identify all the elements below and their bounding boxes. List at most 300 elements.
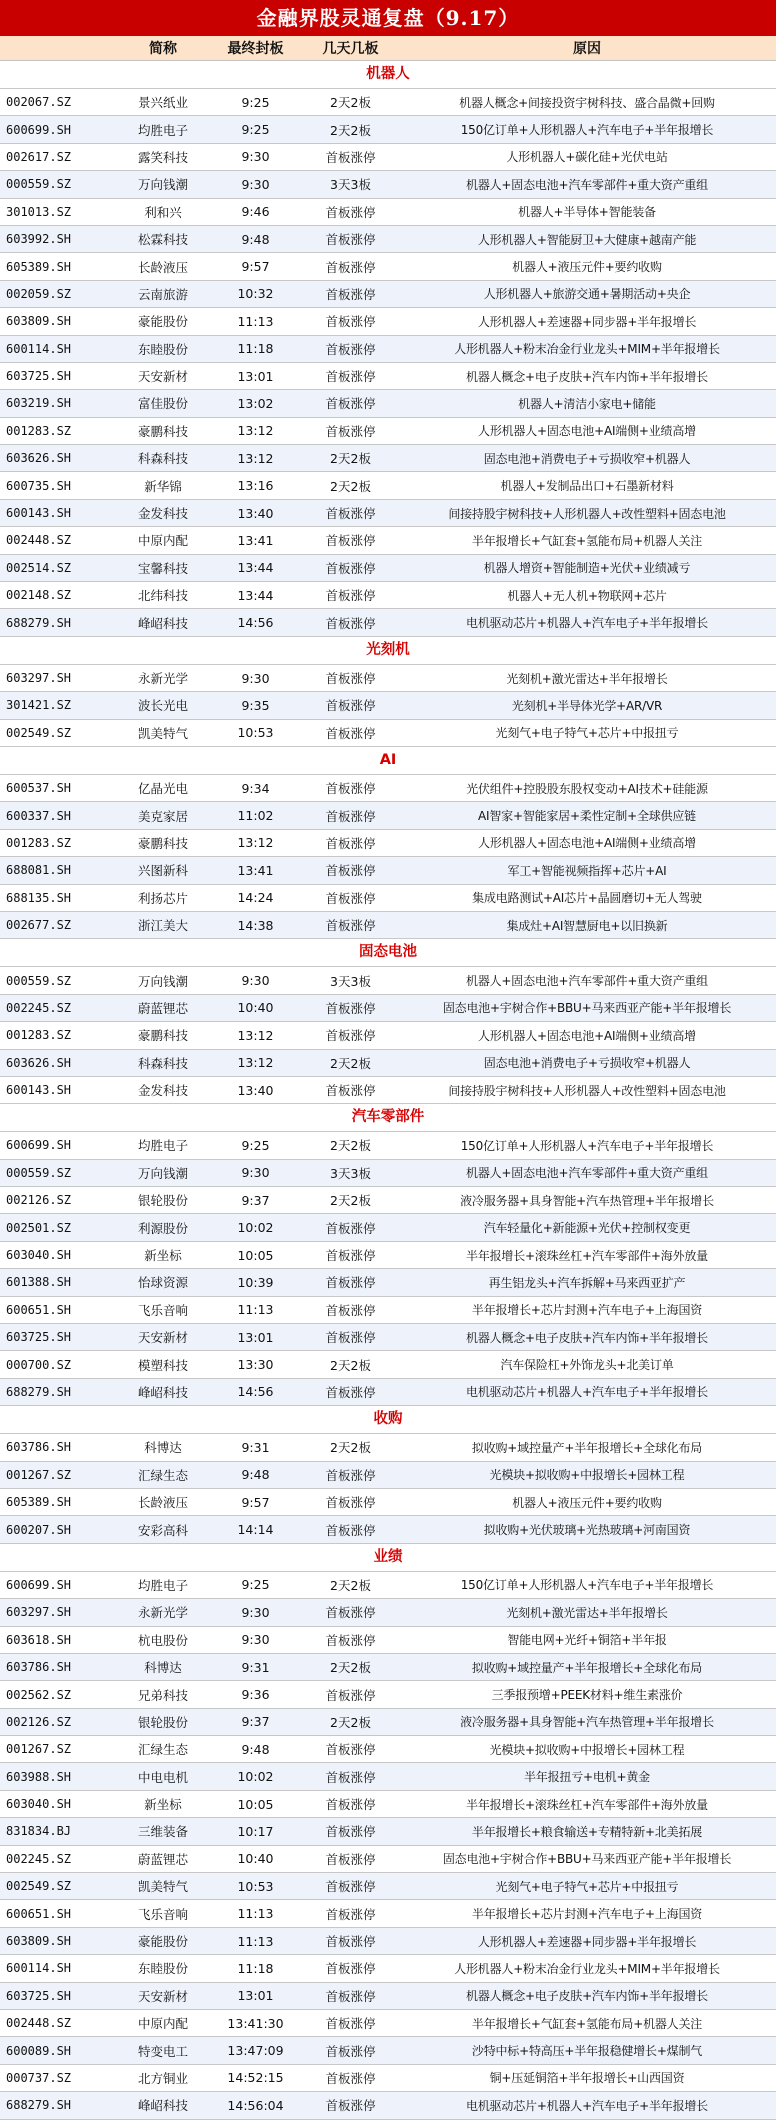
final-limit-time: 11:02 xyxy=(237,808,274,824)
stock-code: 603618.SH xyxy=(6,1632,72,1647)
reason: 机器人增资+智能制造+光伏+业绩减亏 xyxy=(483,561,691,576)
reason: 液冷服务器+具身智能+汽车热管理+半年报增长 xyxy=(460,1715,714,1730)
days-boards: 首板涨停 xyxy=(325,725,376,741)
final-limit-time: 9:30 xyxy=(241,1632,270,1648)
table-row xyxy=(0,1627,776,1654)
section-header: 汽车零部件 xyxy=(0,1104,776,1132)
stock-name: 利和兴 xyxy=(144,204,182,220)
final-limit-time: 9:25 xyxy=(241,94,270,110)
stock-code: 603040.SH xyxy=(6,1248,72,1263)
table-row xyxy=(0,336,776,363)
days-boards: 首板涨停 xyxy=(325,2070,376,2086)
stock-name: 汇绿生态 xyxy=(137,1742,188,1758)
reason: 光刻机+激光雷达+半年报增长 xyxy=(506,1605,668,1620)
table-row xyxy=(0,2092,776,2119)
stock-name: 模塑科技 xyxy=(137,1357,188,1373)
stock-name: 金发科技 xyxy=(137,1083,188,1099)
stock-code: 002059.SZ xyxy=(6,286,72,301)
reason: 人形机器人+粉末冶金行业龙头+MIM+半年报增长 xyxy=(454,342,720,357)
reason: 150亿订单+人形机器人+汽车电子+半年报增长 xyxy=(460,1138,714,1153)
reason: 集成灶+AI智慧厨电+以旧换新 xyxy=(506,918,668,933)
days-boards: 首板涨停 xyxy=(325,369,376,385)
days-boards: 首板涨停 xyxy=(325,808,376,824)
reason: 半年报增长+粮食输送+专精特新+北美拓展 xyxy=(471,1824,703,1839)
stock-name: 宝馨科技 xyxy=(137,560,188,576)
stock-name: 蔚蓝锂芯 xyxy=(137,1851,188,1867)
stock-name: 万向钱潮 xyxy=(137,973,188,989)
stock-name: 科森科技 xyxy=(137,451,188,467)
stock-name: 凯美特气 xyxy=(137,725,188,741)
stock-code: 600143.SH xyxy=(6,506,72,521)
reason: 铜+压延铜箔+半年报增长+山西国资 xyxy=(489,2071,685,2086)
days-boards: 首板涨停 xyxy=(325,2043,376,2059)
days-boards: 首板涨停 xyxy=(325,1330,376,1346)
reason: 人形机器人+碳化硅+光伏电站 xyxy=(506,150,668,165)
final-limit-time: 9:30 xyxy=(241,176,270,192)
stock-code: 002549.SZ xyxy=(6,1879,72,1894)
final-limit-time: 13:30 xyxy=(237,1357,274,1373)
stock-name: 北方铜业 xyxy=(137,2070,188,2086)
final-limit-time: 11:13 xyxy=(237,1302,274,1318)
reason: 人形机器人+固态电池+AI端侧+业绩高增 xyxy=(478,424,696,439)
stock-code: 600699.SH xyxy=(6,122,72,137)
stock-code: 603297.SH xyxy=(6,1605,72,1620)
table-row xyxy=(0,1900,776,1927)
reason: 拟收购+域控量产+半年报增长+全球化布局 xyxy=(471,1440,703,1455)
stock-name: 中原内配 xyxy=(137,533,188,549)
days-boards: 首板涨停 xyxy=(325,918,376,934)
days-boards: 首板涨停 xyxy=(325,1906,376,1922)
reason: 半年报增长+气缸套+氢能布局+机器人关注 xyxy=(471,533,703,548)
reason: 人形机器人+粉末冶金行业龙头+MIM+半年报增长 xyxy=(454,1961,720,1976)
final-limit-time: 9:48 xyxy=(241,1467,270,1483)
table-row xyxy=(0,1709,776,1736)
stock-code: 000737.SZ xyxy=(6,2070,72,2085)
days-boards: 首板涨停 xyxy=(325,1248,376,1264)
final-limit-time: 9:37 xyxy=(241,1192,270,1208)
final-limit-time: 14:14 xyxy=(237,1522,274,1538)
final-limit-time: 9:30 xyxy=(241,973,270,989)
page-title: 金融界股灵通复盘（9.17） xyxy=(0,0,776,36)
final-limit-time: 13:40 xyxy=(237,505,274,521)
reason: 光刻气+电子特气+芯片+中报扭亏 xyxy=(495,1879,679,1894)
days-boards: 首板涨停 xyxy=(325,1000,376,1016)
final-limit-time: 9:30 xyxy=(241,670,270,686)
stock-name: 豪能股份 xyxy=(137,314,188,330)
reason: 固态电池+消费电子+亏损收窄+机器人 xyxy=(483,1056,691,1071)
stock-code: 603725.SH xyxy=(6,1330,72,1345)
stock-code: 688279.SH xyxy=(6,2098,72,2113)
final-limit-time: 13:41 xyxy=(237,532,274,548)
reason: 机器人概念+电子皮肤+汽车内饰+半年报增长 xyxy=(466,1330,708,1345)
reason: 机器人+固态电池+汽车零部件+重大资产重组 xyxy=(466,177,708,192)
section-header: 收购 xyxy=(0,1406,776,1434)
final-limit-time: 13:01 xyxy=(237,368,274,384)
stock-code: 600114.SH xyxy=(6,1961,72,1976)
stock-code: 002514.SZ xyxy=(6,560,72,575)
reason: 机器人+清洁小家电+储能 xyxy=(518,396,656,411)
table-row xyxy=(0,1242,776,1269)
reason: 人形机器人+差速器+同步器+半年报增长 xyxy=(477,314,697,329)
days-boards: 首板涨停 xyxy=(325,1742,376,1758)
reason: 机器人+固态电池+汽车零部件+重大资产重组 xyxy=(466,974,708,989)
stock-code: 002677.SZ xyxy=(6,918,72,933)
days-boards: 3天3板 xyxy=(330,1165,371,1181)
stock-name: 金发科技 xyxy=(137,506,188,522)
reason: 集成电路测试+AI芯片+晶圆磨切+无人驾驶 xyxy=(472,891,702,906)
table-row xyxy=(0,1379,776,1406)
section-header: 机器人 xyxy=(0,61,776,89)
stock-code: 002245.SZ xyxy=(6,1851,72,1866)
stock-code: 688135.SH xyxy=(6,890,72,905)
reason: 固态电池+宇树合作+BBU+马来西亚产能+半年报增长 xyxy=(442,1852,732,1867)
stock-name: 中电电机 xyxy=(137,1769,188,1785)
final-limit-time: 10:40 xyxy=(237,1851,274,1867)
final-limit-time: 9:30 xyxy=(241,149,270,165)
stock-code: 600651.SH xyxy=(6,1906,72,1921)
days-boards: 首板涨停 xyxy=(325,1961,376,1977)
reason: 电机驱动芯片+机器人+汽车电子+半年报增长 xyxy=(466,2098,708,2113)
stock-name: 均胜电子 xyxy=(137,1138,188,1154)
final-limit-time: 14:56:04 xyxy=(227,2097,284,2113)
reason: 机器人概念+电子皮肤+汽车内饰+半年报增长 xyxy=(466,1989,708,2004)
table-row xyxy=(0,1599,776,1626)
stock-code: 001267.SZ xyxy=(6,1467,72,1482)
days-boards: 2天2板 xyxy=(330,122,371,138)
stock-name: 安彩高科 xyxy=(137,1522,188,1538)
days-boards: 首板涨停 xyxy=(325,1797,376,1813)
stock-name: 永新光学 xyxy=(137,671,188,686)
days-boards: 首板涨停 xyxy=(325,341,376,357)
stock-code: 301421.SZ xyxy=(6,698,72,713)
stock-code: 002448.SZ xyxy=(6,533,72,548)
stock-name: 亿晶光电 xyxy=(137,781,188,797)
days-boards: 首板涨停 xyxy=(325,1302,376,1318)
table-row xyxy=(0,472,776,499)
stock-name: 新华锦 xyxy=(144,478,182,494)
stock-name: 峰岹科技 xyxy=(137,1384,188,1400)
stock-name: 豪能股份 xyxy=(137,1934,188,1950)
stock-name: 科博达 xyxy=(144,1660,182,1676)
table-row xyxy=(0,445,776,472)
days-boards: 首板涨停 xyxy=(325,588,376,604)
reason: 半年报增长+滚珠丝杠+汽车零部件+海外放量 xyxy=(466,1797,708,1812)
final-limit-time: 9:48 xyxy=(241,1741,270,1757)
stock-name: 豪鹏科技 xyxy=(137,835,188,851)
stock-code: 002549.SZ xyxy=(6,725,72,740)
table-row xyxy=(0,1818,776,1845)
table-row xyxy=(0,89,776,116)
days-boards: 首板涨停 xyxy=(325,1632,376,1648)
days-boards: 首板涨停 xyxy=(325,1467,376,1483)
reason: AI智家+智能家居+柔性定制+全球供应链 xyxy=(478,809,696,824)
stock-name: 浙江美大 xyxy=(137,918,188,934)
stock-name: 银轮股份 xyxy=(137,1714,188,1730)
reason: 半年报增长+气缸套+氢能布局+机器人关注 xyxy=(471,2016,703,2031)
days-boards: 首板涨停 xyxy=(325,506,376,522)
final-limit-time: 11:13 xyxy=(237,1933,274,1949)
stock-name: 兄弟科技 xyxy=(137,1687,188,1703)
stock-name: 飞乐音响 xyxy=(137,1906,188,1922)
final-limit-time: 10:05 xyxy=(237,1796,274,1812)
final-limit-time: 9:57 xyxy=(241,259,270,275)
days-boards: 首板涨停 xyxy=(325,1687,376,1703)
stock-name: 凯美特气 xyxy=(137,1879,188,1895)
table-row xyxy=(0,1736,776,1763)
stock-name: 均胜电子 xyxy=(137,122,188,138)
reason: 人形机器人+固态电池+AI端侧+业绩高增 xyxy=(478,1028,696,1043)
stock-code: 600207.SH xyxy=(6,1522,72,1537)
days-boards: 2天2板 xyxy=(330,451,371,467)
stock-code: 603809.SH xyxy=(6,1934,72,1949)
stock-code: 831834.BJ xyxy=(6,1824,72,1839)
final-limit-time: 9:34 xyxy=(241,780,270,796)
table-row xyxy=(0,2065,776,2092)
final-limit-time: 9:31 xyxy=(241,1439,270,1455)
stock-name: 万向钱潮 xyxy=(137,1165,188,1181)
stock-code: 605389.SH xyxy=(6,259,72,274)
reason: 机器人+液压元件+要约收购 xyxy=(512,260,662,275)
stock-code: 600337.SH xyxy=(6,808,72,823)
final-limit-time: 10:05 xyxy=(237,1247,274,1263)
reason: 人形机器人+旅游交通+暑期活动+央企 xyxy=(483,287,691,302)
final-limit-time: 10:39 xyxy=(237,1274,274,1290)
stock-code: 603786.SH xyxy=(6,1440,72,1455)
stock-name: 怡球资源 xyxy=(137,1275,188,1291)
days-boards: 2天2板 xyxy=(330,1138,371,1154)
stock-code: 002448.SZ xyxy=(6,2016,72,2031)
reason: 光模块+拟收购+中报增长+园林工程 xyxy=(489,1468,685,1483)
days-boards: 2天2板 xyxy=(330,478,371,494)
days-boards: 首板涨停 xyxy=(325,1824,376,1840)
table-row xyxy=(0,1434,776,1461)
days-boards: 2天2板 xyxy=(330,1193,371,1209)
table-row xyxy=(0,1324,776,1351)
table-row xyxy=(0,308,776,335)
stock-code: 600699.SH xyxy=(6,1577,72,1592)
days-boards: 2天2板 xyxy=(330,1357,371,1373)
stock-code: 603786.SH xyxy=(6,1660,72,1675)
days-boards: 首板涨停 xyxy=(325,1220,376,1236)
days-boards: 首板涨停 xyxy=(325,835,376,851)
table-row xyxy=(0,527,776,554)
final-limit-time: 11:13 xyxy=(237,1906,274,1922)
stock-code: 603988.SH xyxy=(6,1769,72,1784)
stock-name: 科博达 xyxy=(144,1440,182,1456)
reason: 光刻气+电子特气+芯片+中报扭亏 xyxy=(495,726,679,741)
days-boards: 首板涨停 xyxy=(325,1879,376,1895)
stock-code: 000559.SZ xyxy=(6,1165,72,1180)
final-limit-time: 13:16 xyxy=(237,478,274,494)
final-limit-time: 13:01 xyxy=(237,1329,274,1345)
reason: 固态电池+宇树合作+BBU+马来西亚产能+半年报增长 xyxy=(442,1001,732,1016)
table-row xyxy=(0,1269,776,1296)
stock-code: 000559.SZ xyxy=(6,177,72,192)
stock-code: 603297.SH xyxy=(6,671,72,685)
stock-code: 603992.SH xyxy=(6,232,72,247)
table-row xyxy=(0,692,776,719)
final-limit-time: 14:24 xyxy=(237,890,274,906)
final-limit-time: 11:13 xyxy=(237,313,274,329)
reason: 汽车保险杠+外饰龙头+北美订单 xyxy=(500,1358,674,1373)
reason: 三季报预增+PEEK材料+维生素涨价 xyxy=(491,1688,683,1702)
stock-name: 杭电股份 xyxy=(137,1632,188,1648)
final-limit-time: 13:44 xyxy=(237,587,274,603)
reason: 150亿订单+人形机器人+汽车电子+半年报增长 xyxy=(460,1578,714,1593)
stock-code: 688279.SH xyxy=(6,1384,72,1399)
table-row xyxy=(0,2037,776,2064)
reason: 机器人+固态电池+汽车零部件+重大资产重组 xyxy=(466,1166,708,1181)
table-row xyxy=(0,171,776,198)
reason: 电机驱动芯片+机器人+汽车电子+半年报增长 xyxy=(466,1385,708,1400)
days-boards: 首板涨停 xyxy=(325,2016,376,2032)
final-limit-time: 10:32 xyxy=(237,286,274,302)
table-row xyxy=(0,720,776,747)
reason: 半年报扭亏+电机+黄金 xyxy=(524,1770,650,1785)
table-row xyxy=(0,1132,776,1159)
stock-code: 600537.SH xyxy=(6,781,72,796)
days-boards: 首板涨停 xyxy=(325,1769,376,1785)
reason: 机器人概念+间接投资宇树科技、盛合晶微+回购 xyxy=(459,95,715,110)
final-limit-time: 9:25 xyxy=(241,1137,270,1153)
table-row xyxy=(0,500,776,527)
final-limit-time: 11:18 xyxy=(237,341,274,357)
reason: 电机驱动芯片+机器人+汽车电子+半年报增长 xyxy=(466,616,708,631)
final-limit-time: 14:38 xyxy=(237,917,274,933)
stock-code: 688279.SH xyxy=(6,615,72,630)
final-limit-time: 10:53 xyxy=(237,1878,274,1894)
days-boards: 3天3板 xyxy=(330,973,371,989)
final-limit-time: 13:47:09 xyxy=(227,2043,284,2059)
final-limit-time: 9:57 xyxy=(241,1494,270,1510)
final-limit-time: 9:36 xyxy=(241,1687,270,1702)
stock-name: 永新光学 xyxy=(137,1605,188,1621)
table-row xyxy=(0,1983,776,2010)
table-row xyxy=(0,226,776,253)
days-boards: 首板涨停 xyxy=(325,560,376,576)
reason: 机器人+液压元件+要约收购 xyxy=(512,1495,662,1510)
stock-name: 万向钱潮 xyxy=(137,177,188,193)
stock-name: 特变电工 xyxy=(137,2043,188,2059)
stock-name: 峰岹科技 xyxy=(137,615,188,631)
stock-code: 603219.SH xyxy=(6,396,72,411)
stock-code: 001267.SZ xyxy=(6,1742,72,1757)
reason: 机器人概念+电子皮肤+汽车内饰+半年报增长 xyxy=(466,369,708,384)
final-limit-time: 13:12 xyxy=(237,1055,274,1071)
table-row xyxy=(0,1462,776,1489)
stock-code: 600699.SH xyxy=(6,1138,72,1153)
table-row xyxy=(0,912,776,939)
days-boards: 首板涨停 xyxy=(325,1495,376,1511)
reason: 半年报增长+芯片封测+汽车电子+上海国资 xyxy=(471,1303,703,1318)
table-row xyxy=(0,609,776,636)
stock-name: 露笑科技 xyxy=(137,149,188,165)
stock-name: 利源股份 xyxy=(137,1220,188,1236)
stock-code: 603725.SH xyxy=(6,1988,72,2003)
stock-name: 新坐标 xyxy=(144,1797,182,1813)
table-row xyxy=(0,1791,776,1818)
table-row xyxy=(0,830,776,857)
days-boards: 首板涨停 xyxy=(325,1384,376,1400)
final-limit-time: 10:17 xyxy=(237,1823,274,1839)
reason: 半年报增长+滚珠丝杠+汽车零部件+海外放量 xyxy=(466,1248,708,1263)
stock-name: 新坐标 xyxy=(144,1248,182,1264)
days-boards: 首板涨停 xyxy=(325,781,376,797)
final-limit-time: 13:41:30 xyxy=(227,2015,284,2031)
stock-code: 002126.SZ xyxy=(6,1714,72,1729)
stock-code: 600089.SH xyxy=(6,2043,72,2058)
section-header: 固态电池 xyxy=(0,939,776,967)
table-row xyxy=(0,1077,776,1104)
reason: 军工+智能视频指挥+芯片+AI xyxy=(507,863,667,878)
reason: 光刻机+半导体光学+AR/VR xyxy=(511,698,663,713)
table-row xyxy=(0,281,776,308)
stock-name: 三维装备 xyxy=(137,1824,188,1840)
table-row xyxy=(0,1928,776,1955)
stock-code: 601388.SH xyxy=(6,1275,72,1290)
days-boards: 首板涨停 xyxy=(325,149,376,165)
stock-code: 600143.SH xyxy=(6,1083,72,1098)
stock-code: 002126.SZ xyxy=(6,1193,72,1208)
reason: 人形机器人+差速器+同步器+半年报增长 xyxy=(477,1934,697,1949)
reason: 再生铝龙头+汽车拆解+马来西亚扩产 xyxy=(488,1275,686,1290)
stock-name: 天安新材 xyxy=(137,1988,188,2004)
days-boards: 2天2板 xyxy=(330,1577,371,1593)
days-boards: 首板涨停 xyxy=(325,259,376,275)
final-limit-time: 14:56 xyxy=(237,1384,274,1400)
reason: 间接持股宇树科技+人形机器人+改性塑料+固态电池 xyxy=(448,506,726,521)
stock-name: 均胜电子 xyxy=(137,1577,188,1593)
stock-code: 600114.SH xyxy=(6,341,72,356)
stock-name: 飞乐音响 xyxy=(137,1302,188,1318)
stock-code: 603040.SH xyxy=(6,1797,72,1812)
table-row xyxy=(0,2010,776,2037)
header-name: 简称 xyxy=(149,41,177,57)
reason: 人形机器人+智能厨卫+大健康+越南产能 xyxy=(477,232,697,247)
final-limit-time: 13:02 xyxy=(237,395,274,411)
table-row xyxy=(0,418,776,445)
table-row xyxy=(0,1681,776,1708)
stock-code: 001283.SZ xyxy=(6,1028,72,1043)
reason: 智能电网+光纤+铜箔+半年报 xyxy=(507,1633,667,1648)
days-boards: 首板涨停 xyxy=(325,671,376,686)
table-body xyxy=(0,61,776,2120)
stock-name: 天安新材 xyxy=(137,1330,188,1346)
days-boards: 2天2板 xyxy=(330,1660,371,1676)
stock-code: 603809.SH xyxy=(6,314,72,329)
final-limit-time: 10:53 xyxy=(237,725,274,741)
reason: 沙特中标+特高压+半年报稳健增长+煤制气 xyxy=(471,2044,703,2059)
stock-name: 银轮股份 xyxy=(137,1193,188,1209)
final-limit-time: 10:02 xyxy=(237,1769,274,1785)
stock-code: 002245.SZ xyxy=(6,1000,72,1015)
final-limit-time: 9:25 xyxy=(241,1577,270,1593)
section-header: 业绩 xyxy=(0,1544,776,1572)
days-boards: 首板涨停 xyxy=(325,314,376,330)
stock-name: 东睦股份 xyxy=(137,341,188,357)
table-row xyxy=(0,1572,776,1599)
final-limit-time: 9:46 xyxy=(241,204,270,220)
reason: 机器人+无人机+物联网+芯片 xyxy=(507,588,667,603)
stock-name: 天安新材 xyxy=(137,369,188,385)
stock-name: 东睦股份 xyxy=(137,1961,188,1977)
days-boards: 首板涨停 xyxy=(325,396,376,412)
final-limit-time: 9:31 xyxy=(241,1659,270,1675)
stock-code: 001283.SZ xyxy=(6,835,72,850)
stock-code: 001283.SZ xyxy=(6,423,72,438)
stock-code: 603626.SH xyxy=(6,451,72,466)
table-header xyxy=(0,36,776,61)
